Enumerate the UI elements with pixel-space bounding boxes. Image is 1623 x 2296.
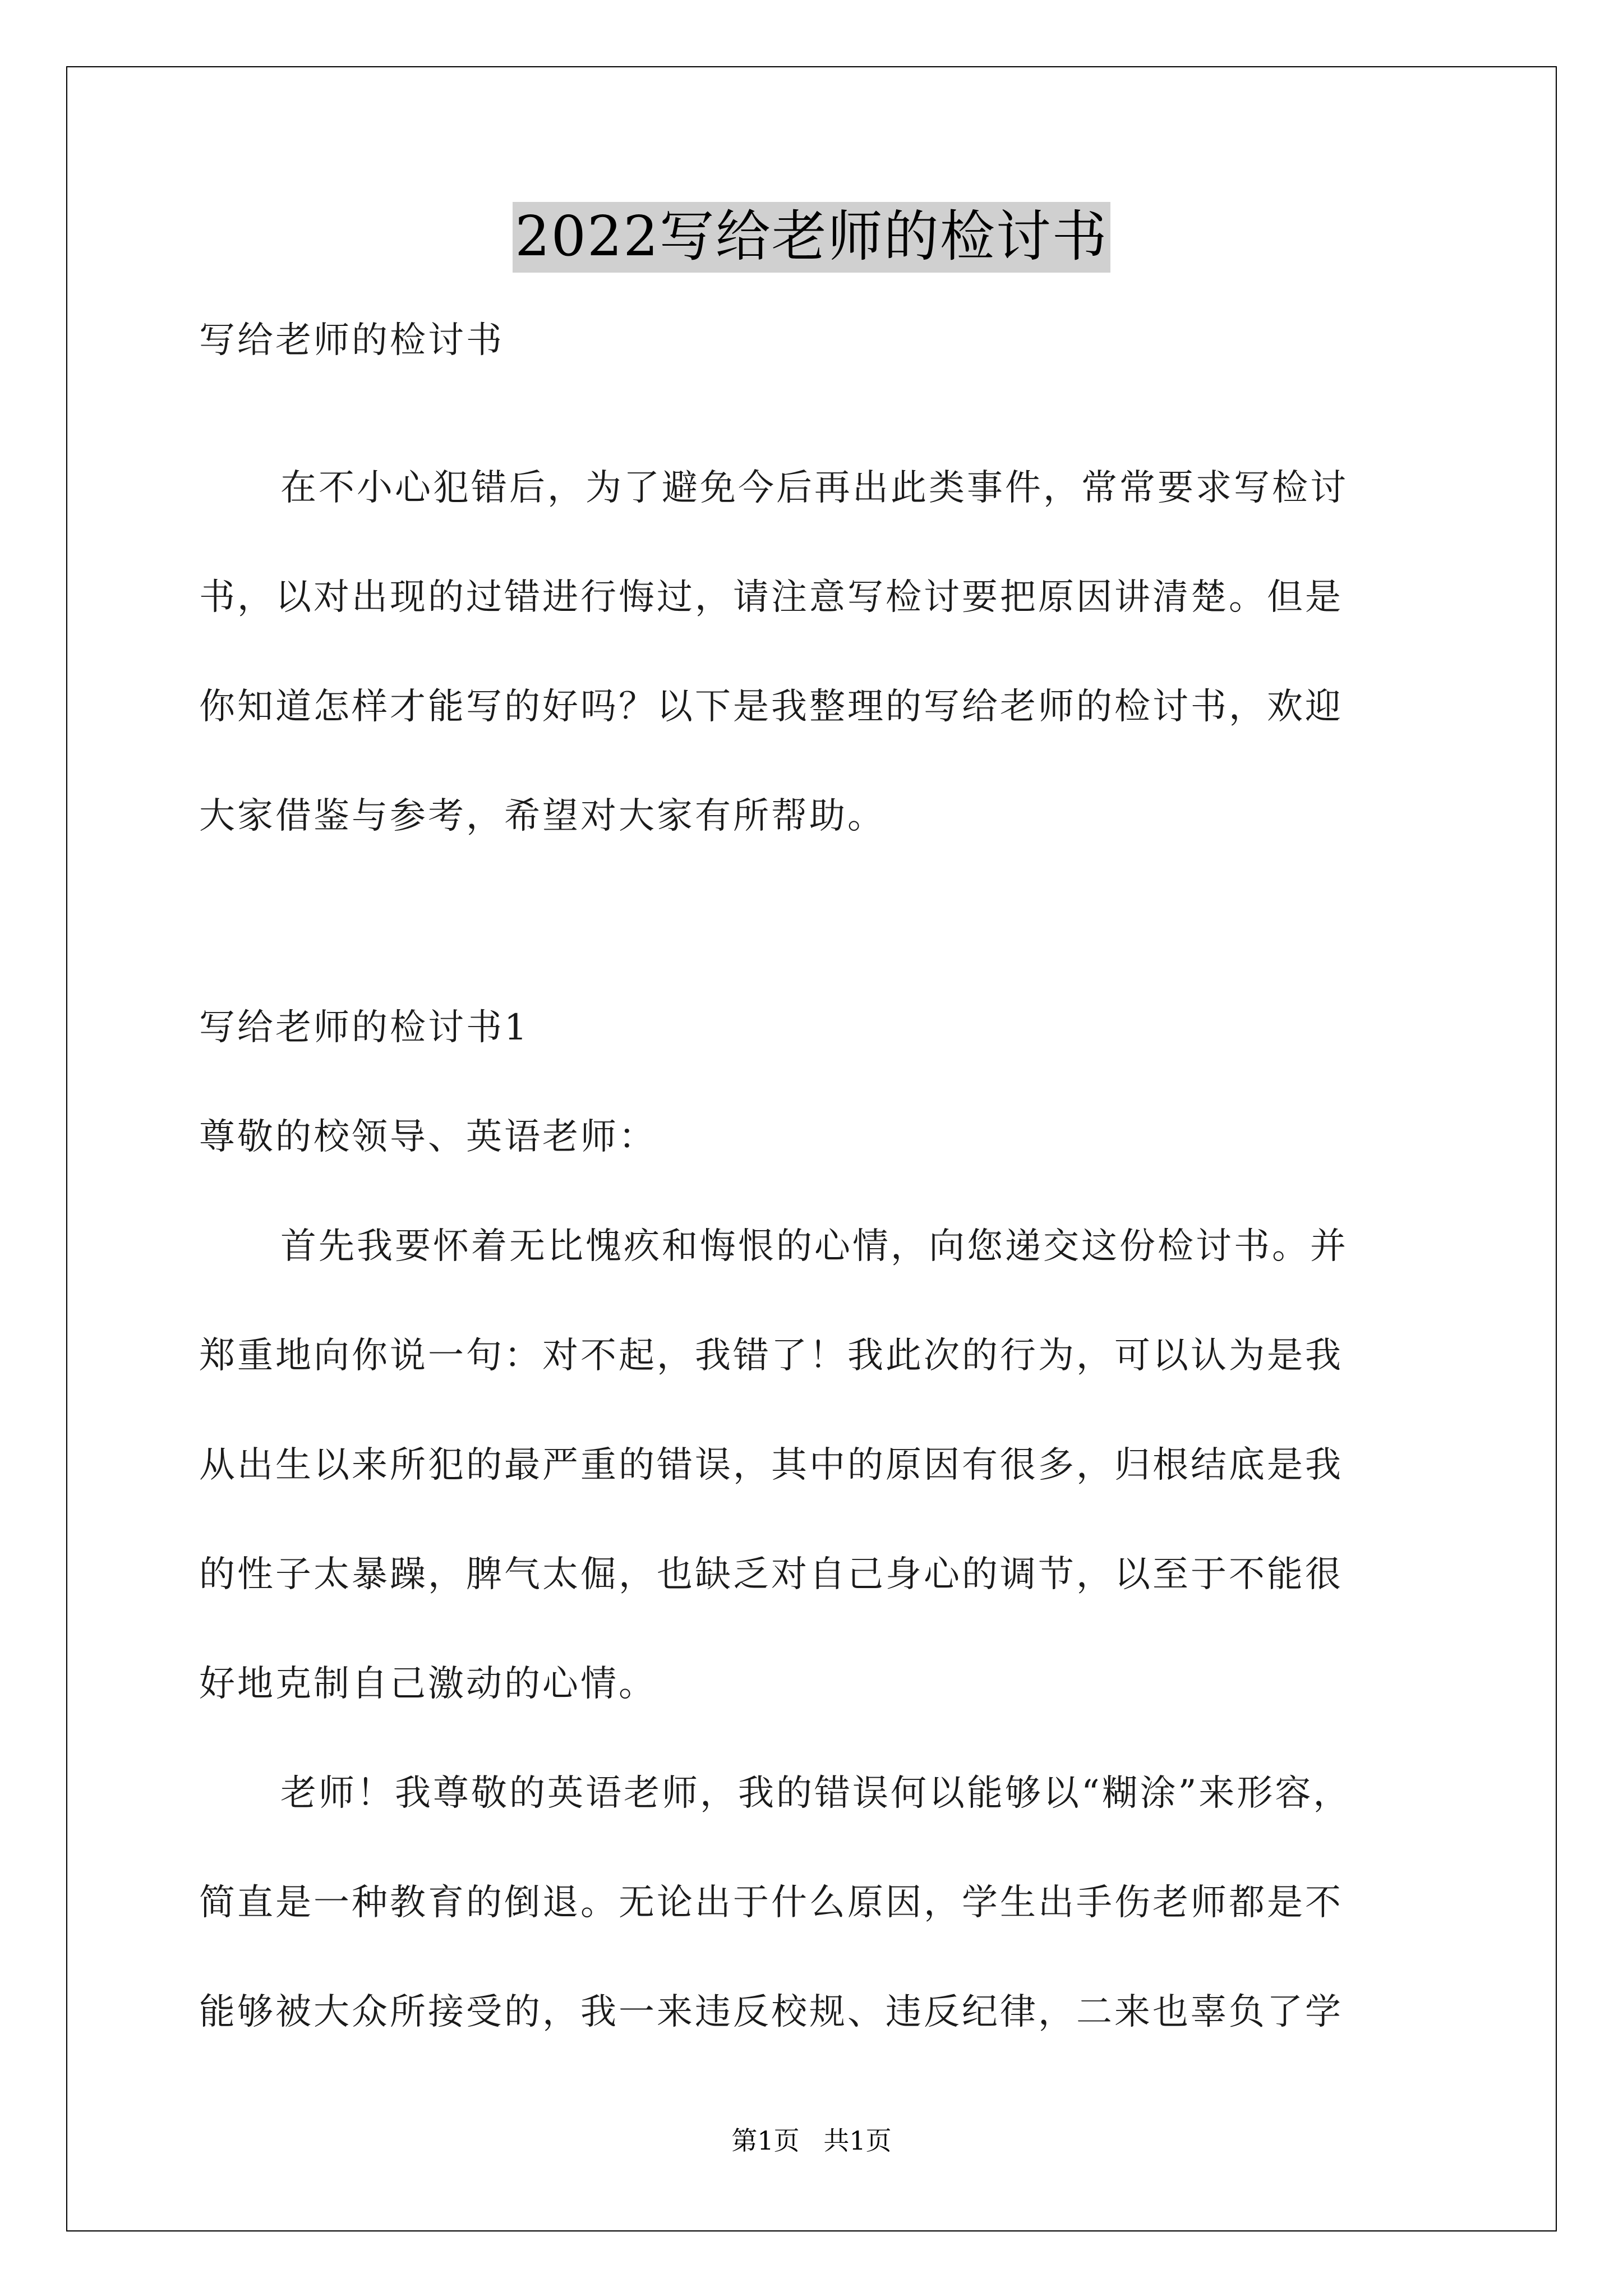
- paragraph-line: 简直是一种教育的倒退。无论出于什么原因，学生出手伤老师都是不: [199, 1882, 1343, 1924]
- paragraph-line: 好地克制自己激动的心情。: [199, 1663, 657, 1705]
- paragraph-line: 在不小心犯错后，为了避免今后再出此类事件，常常要求写检讨: [280, 467, 1348, 509]
- paragraph-line: 书，以对出现的过错进行悔过，请注意写检讨要把原因讲清楚。但是: [199, 577, 1343, 618]
- paragraph-line: 你知道怎样才能写的好吗？以下是我整理的写给老师的检讨书，欢迎: [199, 686, 1343, 728]
- section-heading: 写给老师的检讨书1: [199, 1007, 529, 1048]
- paragraph-line: 能够被大众所接受的，我一来违反校规、违反纪律，二来也辜负了学: [199, 1991, 1343, 2033]
- page-total: 共1页: [823, 2125, 892, 2156]
- page-footer: [0, 2120, 1623, 2157]
- page-number: 第1页: [731, 2125, 800, 2156]
- salutation: 尊敬的校领导、英语老师：: [199, 1116, 657, 1158]
- document-title: 2022写给老师的检讨书: [513, 202, 1110, 273]
- paragraph-line: 的性子太暴躁，脾气太倔，也缺乏对自己身心的调节，以至于不能很: [199, 1554, 1343, 1595]
- paragraph-line: 从出生以来所犯的最严重的错误，其中的原因有很多，归根结底是我: [199, 1444, 1343, 1486]
- paragraph-line: 郑重地向你说一句：对不起，我错了！我此次的行为，可以认为是我: [199, 1335, 1343, 1377]
- paragraph-line: 大家借鉴与参考，希望对大家有所帮助。: [199, 795, 886, 837]
- paragraph-line: 首先我要怀着无比愧疚和悔恨的心情，向您递交这份检讨书。并: [280, 1226, 1348, 1267]
- document-subtitle: 写给老师的检讨书: [199, 320, 504, 361]
- title-container: [0, 202, 1623, 273]
- paragraph-line: 老师！我尊敬的英语老师，我的错误何以能够以“糊涂”来形容，: [280, 1773, 1352, 1814]
